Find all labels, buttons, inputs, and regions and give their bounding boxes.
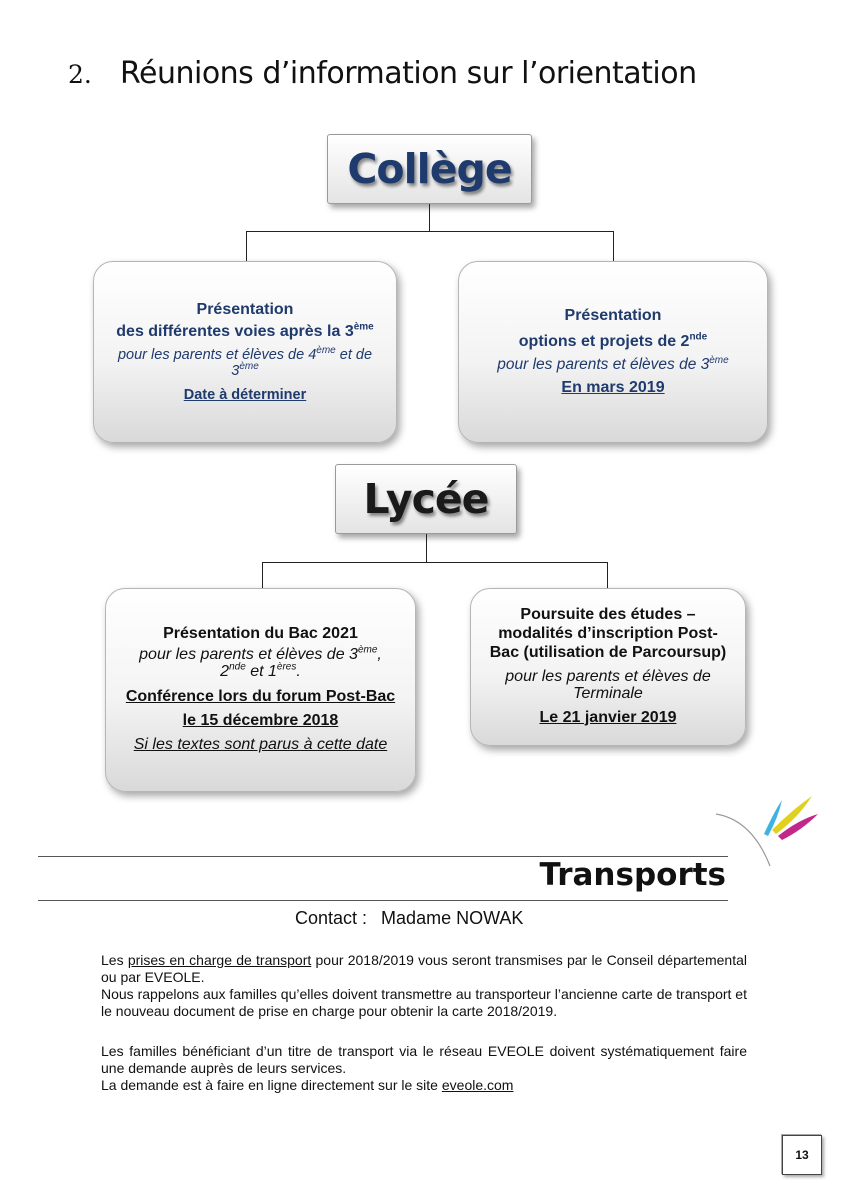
card-subtitle: options et projets de 2nde bbox=[518, 331, 708, 350]
card-title: Présentation bbox=[564, 307, 662, 324]
lycee-header bbox=[335, 464, 517, 534]
card-title: Présentation du Bac 2021 bbox=[163, 624, 358, 642]
card-date: Le 21 janvier 2019 bbox=[539, 708, 677, 726]
college-card-options bbox=[458, 261, 768, 443]
card-date: En mars 2019 bbox=[561, 379, 665, 396]
lycee-card-parcoursup bbox=[470, 588, 746, 746]
college-header bbox=[327, 134, 532, 204]
contact-label: Contact : bbox=[295, 908, 368, 928]
college-connector-left bbox=[246, 231, 247, 261]
brand-logo bbox=[712, 790, 822, 870]
eveole-link[interactable]: eveole.com bbox=[441, 1077, 514, 1093]
lycee-connector-bar bbox=[262, 562, 608, 563]
card-date: Date à déterminer bbox=[183, 387, 307, 403]
card-audience: pour les parents et élèves de 3ème bbox=[497, 354, 729, 373]
college-connector-bar bbox=[246, 231, 614, 232]
lycee-connector-left bbox=[262, 562, 263, 588]
contact-line bbox=[295, 908, 523, 929]
page-number: 13 bbox=[782, 1135, 822, 1175]
transports-paragraph-2: Nous rappelons aux familles qu’elles doivent transmettre au transporteur l’ancienne carte de transport et le nouveau document de prise en charge pour obtenir la carte 2018/2019. bbox=[101, 986, 747, 1019]
contact-name: Madame NOWAK bbox=[381, 908, 524, 928]
transports-paragraph-1: Les prises en charge de transport pour 2018/2019 vous seront transmises par le Conseil départemental ou par EVEOLE. Nous rappelons aux familles qu’elles doivent transmettre au transporteur l’ancienne carte de transport et le nouveau document de prise en charge pour obtenir la carte 2018/2019. bbox=[101, 952, 747, 1019]
transports-title: Transports bbox=[539, 857, 726, 893]
college-label: Collège bbox=[347, 145, 512, 193]
card-subtitle: des différentes voies après la 3ème bbox=[116, 321, 374, 340]
card-audience: pour les parents et élèves de Terminale bbox=[505, 667, 711, 702]
lycee-connector-stem bbox=[426, 534, 427, 562]
transports-rule-bottom bbox=[38, 900, 728, 901]
card-date: le 15 décembre 2018 bbox=[182, 711, 339, 729]
section-number: 2. bbox=[68, 60, 92, 89]
transport-link-text: prises en charge de transport bbox=[127, 952, 312, 968]
college-connector-stem bbox=[429, 204, 430, 231]
college-card-voies bbox=[93, 261, 397, 443]
transports-paragraph-4: La demande est à faire en ligne directement sur le site eveole.com bbox=[101, 1077, 514, 1093]
lycee-card-bac bbox=[105, 588, 416, 792]
college-connector-right bbox=[613, 231, 614, 261]
card-event: Conférence lors du forum Post-Bac bbox=[125, 687, 396, 705]
brand-logo-graphic bbox=[712, 790, 822, 870]
card-note: Si les textes sont parus à cette date bbox=[133, 735, 388, 753]
lycee-label: Lycée bbox=[363, 475, 489, 523]
lycee-connector-right bbox=[607, 562, 608, 588]
card-audience: pour les parents et élèves de 4ème et de 3ème bbox=[117, 345, 373, 379]
section-title: Réunions d’information sur l’orientation bbox=[120, 56, 697, 91]
card-title: Présentation bbox=[196, 301, 294, 318]
card-audience: pour les parents et élèves de 3ème, 2nde et 1ères. bbox=[139, 644, 382, 680]
card-title: Poursuite des études – modalités d’inscription Post-Bac (utilisation de Parcoursup) bbox=[489, 605, 727, 661]
transports-paragraph-3: Les familles bénéficiant d’un titre de transport via le réseau EVEOLE doivent systématiquement faire une demande auprès de leurs services. La demande est à faire en ligne directement sur le site eveole.com bbox=[101, 1043, 747, 1093]
